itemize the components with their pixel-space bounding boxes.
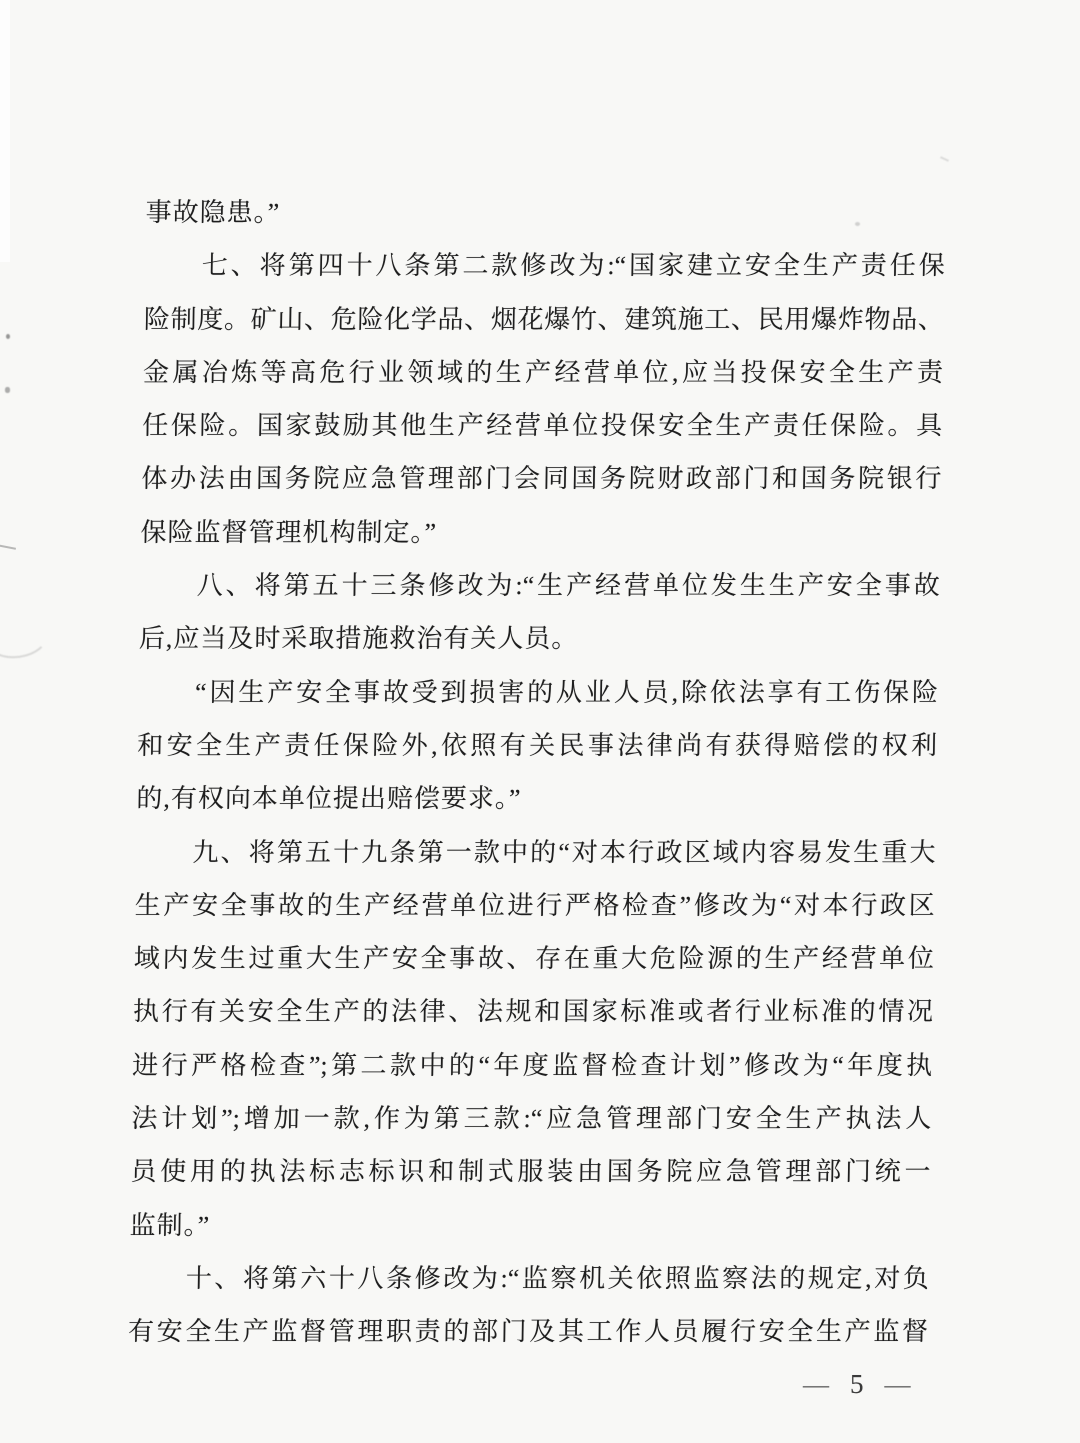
text-line: 生产安全事故的生产经营单位进行严格检查”修改为“对本行政区 (134, 890, 935, 920)
scan-speck (5, 387, 10, 393)
text-line: 七、将第四十八条第二款修改为:“国家建立安全生产责任保 (201, 251, 945, 281)
text-line: 域内发生过重大生产安全事故、存在重大危险源的生产经营单位 (133, 944, 935, 974)
text-line: 金属冶炼等高危行业领域的生产经营单位,应当投保安全生产责 (142, 357, 944, 387)
text-line: 有安全生产监督管理职责的部门及其工作人员履行安全生产监督 (127, 1317, 929, 1347)
scan-speck (940, 156, 949, 162)
text-line: 体办法由国务院应急管理部门会同国务院财政部门和国务院银行 (141, 464, 942, 494)
text-line: 进行严格检查”;第二款中的“年度监督检查计划”修改为“年度执 (131, 1050, 933, 1080)
text-line: 险制度。矿山、危险化学品、烟花爆竹、建筑施工、民用爆炸物品、 (143, 304, 945, 334)
document-body-text (128, 186, 946, 1359)
scan-light-band (0, 0, 10, 262)
text-line: 任保险。国家鼓励其他生产经营单位投保安全生产责任保险。具 (142, 411, 943, 441)
text-line: 员使用的执法标志标识和制式服装由国务院应急管理部门统一 (130, 1157, 931, 1187)
text-line: 和安全生产责任保险外,依照有关民事法律尚有获得赔偿的权利 (136, 730, 938, 760)
scan-smudge (0, 614, 50, 662)
text-line: 九、将第五十九条第一款中的“对本行政区域内容易发生重大 (192, 837, 936, 867)
text-line: 保险监督管理机构制定。” (140, 517, 438, 547)
footer-dash-left: — (803, 1369, 829, 1399)
footer-dash-right: — (884, 1369, 911, 1399)
text-line: 后,应当及时采取措施救治有关人员。 (138, 624, 579, 654)
text-line: 八、将第五十三条修改为:“生产经营单位发生生产安全事故 (196, 571, 940, 601)
scan-speck (6, 334, 10, 339)
text-line: 法计划”;增加一款,作为第三款:“应急管理部门安全生产执法人 (131, 1104, 932, 1134)
text-line: 事故隐患。” (145, 198, 281, 227)
text-line: 十、将第六十八条修改为:“监察机关依照监察法的规定,对负 (185, 1263, 930, 1293)
scan-scratch (0, 544, 16, 550)
page-number: 5 (850, 1369, 864, 1399)
text-line: “因生产安全事故受到损害的从业人员,除依法享有工伤保险 (194, 677, 939, 707)
page-footer (803, 1369, 911, 1400)
text-line: 执行有关安全生产的法律、法规和国家标准或者行业标准的情况 (132, 997, 934, 1027)
text-line: 监制。” (129, 1210, 211, 1240)
text-line: 的,有权向本单位提出赔偿要求。” (136, 784, 522, 814)
